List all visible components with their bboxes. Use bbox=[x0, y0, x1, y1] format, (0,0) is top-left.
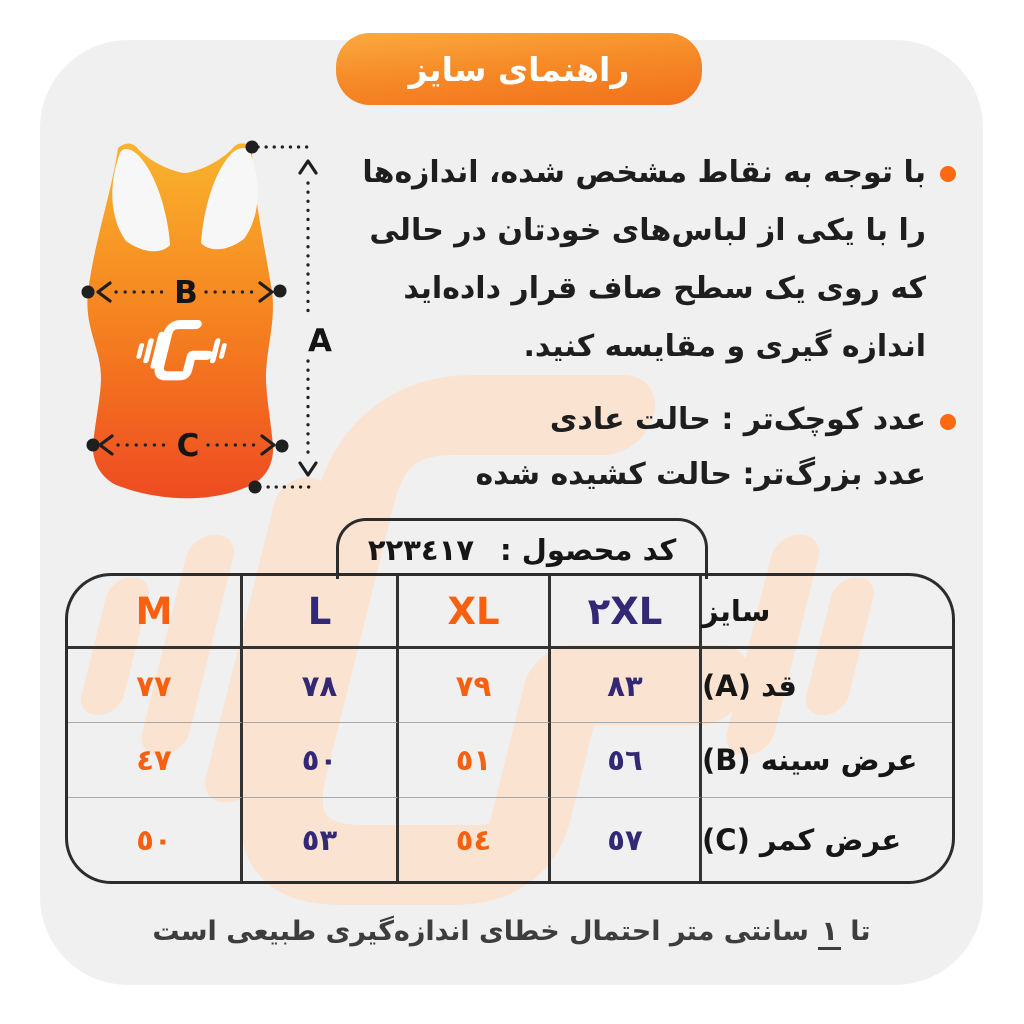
table-cell: ٥٣ bbox=[243, 798, 399, 881]
instruction-line: عدد کوچک‌تر : حالت عادی bbox=[549, 402, 926, 437]
table-cell: ٥٦ bbox=[551, 723, 702, 798]
table-cell: ٥٠ bbox=[243, 723, 399, 798]
product-code-label: کد محصول : bbox=[500, 533, 677, 567]
instruction-line: با توجه به نقاط مشخص شده، اندازه‌ها bbox=[362, 155, 926, 190]
tank-top-measurement-diagram bbox=[68, 133, 338, 513]
table-cell: ٧٧ bbox=[68, 649, 243, 723]
size-column-header-2xl: ٢XL bbox=[551, 576, 702, 649]
table-cell: ٤٧ bbox=[68, 723, 243, 798]
table-cell: ٥٠ bbox=[68, 798, 243, 881]
instruction-bullet-1 bbox=[362, 144, 926, 376]
size-column-header-l: L bbox=[243, 576, 399, 649]
instruction-line: که روی یک سطح صاف قرار داده‌اید bbox=[403, 271, 926, 306]
row-label-height-a: قد (A) bbox=[702, 649, 953, 723]
table-cell: ٥١ bbox=[399, 723, 551, 798]
instruction-bullet-2 bbox=[475, 392, 926, 502]
bullet-dot-2 bbox=[940, 414, 956, 430]
row-label-chest-b: عرض سینه (B) bbox=[702, 723, 953, 798]
footer-number: ١ bbox=[818, 916, 840, 950]
size-column-header-m: M bbox=[68, 576, 243, 649]
measure-label-c: C bbox=[176, 428, 200, 464]
bullet-dot-1 bbox=[940, 166, 956, 182]
size-guide-title-pill bbox=[336, 33, 702, 105]
table-cell: ٧٩ bbox=[399, 649, 551, 723]
instruction-line: را با یکی از لباس‌های خودتان در حالی bbox=[369, 213, 926, 248]
page-title: راهنمای سایز bbox=[408, 49, 630, 89]
product-code-tab bbox=[336, 518, 708, 579]
row-label-waist-c: عرض کمر (C) bbox=[702, 822, 902, 857]
measurement-tolerance-note bbox=[40, 916, 983, 947]
table-cell: ٥٧ bbox=[551, 798, 702, 881]
instruction-line: عدد بزرگ‌تر: حالت کشیده شده bbox=[475, 457, 926, 492]
measure-label-b: B bbox=[174, 275, 198, 311]
instruction-line: اندازه گیری و مقایسه کنید. bbox=[523, 329, 926, 364]
product-code-value: ٢٢٣٤١٧ bbox=[367, 533, 475, 567]
size-table bbox=[65, 573, 955, 884]
table-cell: ٥٤ bbox=[399, 798, 551, 881]
size-column-header-xl: XL bbox=[399, 576, 551, 649]
table-cell: ٨٣ bbox=[551, 649, 702, 723]
measure-label-a: A bbox=[308, 323, 332, 359]
size-header-label: سایز bbox=[702, 576, 953, 649]
footer-suffix: سانتی متر احتمال خطای اندازه‌گیری طبیعی است bbox=[152, 916, 809, 947]
footer-prefix: تا bbox=[850, 916, 871, 947]
table-cell: ٧٨ bbox=[243, 649, 399, 723]
